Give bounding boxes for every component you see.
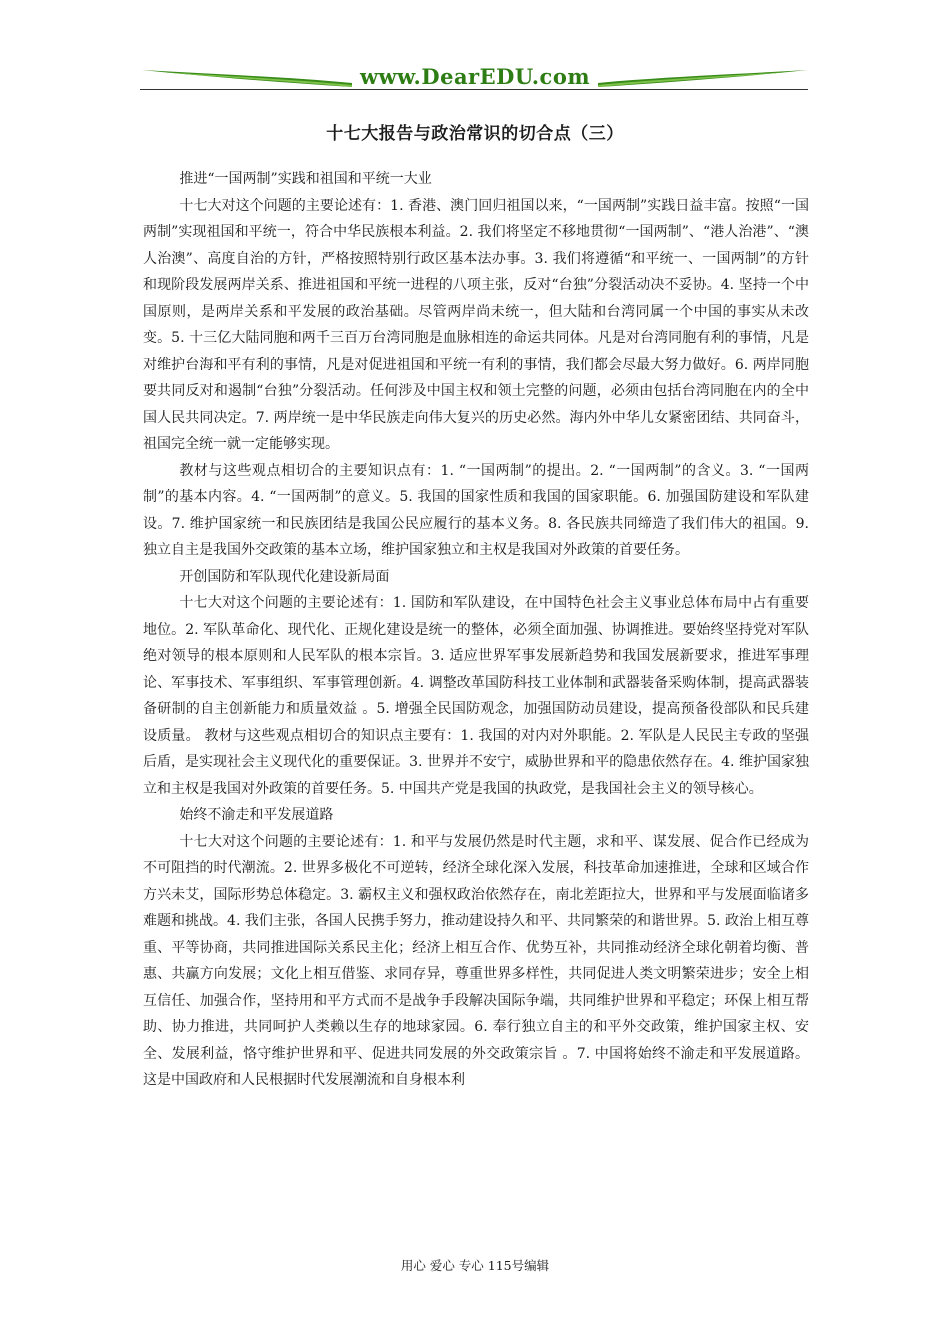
page-footer: 用心 爱心 专心 115号编辑 — [400, 1258, 550, 1273]
body-paragraph: 十七大对这个问题的主要论述有：1. 和平与发展仍然是时代主题，求和平、谋发展、促合作已经成为不可阻挡的时代潮流。2. 世界多极化不可逆转，经济全球化深入发展，科技革命加速推进，全球和区域合作方兴未艾，国际形势总体稳定。3. 霸权主义和强权政治依然存在，南北差距拉大，世界和平与发展面临诸多难题和挑战。4. 我们主张，各国人民携手努力，推动建设持久和平、共同繁荣的和谐世界。5. 政治上相互尊重、平等协商，共同推进国际关系民主化；经济上相互合作、优势互补，共同推动经济全球化朝着均衡、普惠、共赢方向发展；文化上相互借鉴、求同存异，尊重世界多样性，共同促进人类文明繁荣进步；安全上相互信任、加强合作，坚持用和平方式而不是战争手段解决国际争端，共同维护世界和平稳定；环保上相互帮助、协力推进，共同呵护人类赖以生存的地球家园。6. 奉行独立自主的和平外交政策，维护国家主权、安全、发展利益，恪守维护世界和平、促进共同发展的外交政策宗旨 。7. 中国将始终不渝走和平发展道路。这是中国政府和人民根据时代发展潮流和自身根本利 — [143, 833, 809, 1088]
section-heading: 开创国防和军队现代化建设新局面 — [179, 568, 390, 585]
document-title: 十七大报告与政治常识的切合点（三） — [326, 124, 624, 144]
section-heading: 推进“一国两制”实践和祖国和平统一大业 — [179, 171, 432, 187]
page-header-logo — [140, 62, 810, 96]
body-paragraph: 十七大对这个问题的主要论述有：1. 香港、澳门回归祖国以来，“一国两制”实践日益丰富。按照“一国两制”实现祖国和平统一，符合中华民族根本利益。2. 我们将坚定不移地贯彻“一国两制”、“港人治港”、“澳人治澳”、高度自治的方针，严格按照特别行政区基本法办事。3. 我们将遵循“和平统一、一国两制”的方针和现阶段发展两岸关系、推进祖国和平统一进程的八项主张，反对“台独”分裂活动决不妥协。4. 坚持一个中国原则，是两岸关系和平发展的政治基础。尽管两岸尚未统一，但大陆和台湾同属一个中国的事实从未改变。5. 十三亿大陆同胞和两千三百万台湾同胞是血脉相连的命运共同体。凡是对台湾同胞有利的事情，凡是对维护台海和平有利的事情，凡是对促进祖国和平统一有利的事情，我们都会尽最大努力做好。6. 两岸同胞要共同反对和遏制“台独”分裂活动。任何涉及中国主权和领土完整的问题，必须由包括台湾同胞在内的全中国人民共同决定。7. 两岸统一是中华民族走向伟大复兴的历史必然。海内外中华儿女紧密团结、共同奋斗，祖国完全统一就一定能够实现。 — [143, 197, 809, 452]
section-heading: 始终不渝走和平发展道路 — [179, 807, 334, 823]
header-divider — [140, 89, 808, 90]
body-paragraph: 教材与这些观点相切合的主要知识点有：1. “一国两制”的提出。2. “一国两制”的含义。3. “一国两制”的基本内容。4. “一国两制”的意义。5. 我国的国家性质和我国的国家职能。6. 加强国防建设和军队建设。7. 维护国家统一和民族团结是我国公民应履行的基本义务。8. 各民族共同缔造了我们伟大的祖国。9. 独立自主是我国外交政策的基本立场，维护国家独立和主权是我国对外政策的首要任务。 — [143, 462, 809, 558]
site-logo-text: www.DearEDU.com — [359, 64, 591, 89]
document-body — [143, 166, 809, 1094]
body-paragraph: 十七大对这个问题的主要论述有：1. 国防和军队建设，在中国特色社会主义事业总体布局中占有重要地位。2. 军队革命化、现代化、正规化建设是统一的整体，必须全面加强、协调推进。要始终坚持党对军队绝对领导的根本原则和人民军队的根本宗旨。3. 适应世界军事发展新趋势和我国发展新要求，推进军事理论、军事技术、军事组织、军事管理创新。4. 调整改革国防科技工业体制和武器装备采购体制，提高武器装备研制的自主创新能力和质量效益 。5. 增强全民国防观念，加强国防动员建设，提高预备役部队和民兵建设质量。 教材与这些观点相切合的知识点主要有：1. 我国的对内对外职能。2. 军队是人民民主专政的坚强后盾，是实现社会主义现代化的重要保证。3. 世界并不安宁，威胁世界和平的隐患依然存在。4. 维护国家独立和主权是我国对外政策的首要任务。5. 中国共产党是我国的执政党，是我国社会主义的领导核心。 — [143, 595, 809, 797]
